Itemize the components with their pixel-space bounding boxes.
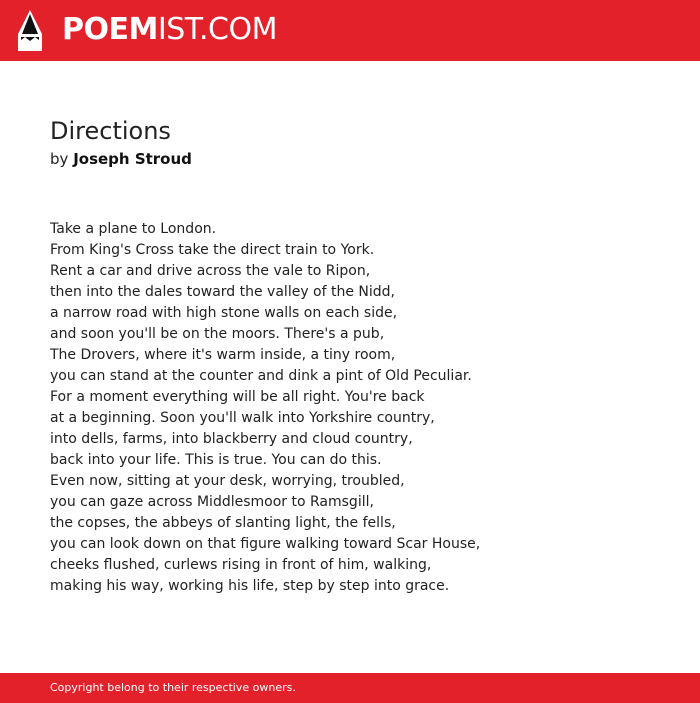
poem-line: The Drovers, where it's warm inside, a tiny room,	[50, 347, 396, 363]
copyright-notice: Copyright belong to their respective owners.	[50, 681, 296, 694]
by-label: by	[50, 150, 69, 168]
poem-line: and soon you'll be on the moors. There's a pub,	[50, 326, 385, 342]
poem-line: into dells, farms, into blackberry and cloud country,	[50, 431, 413, 447]
poem-line: Rent a car and drive across the vale to Ripon,	[50, 263, 371, 279]
poem-line: you can gaze across Middlesmoor to Ramsgill,	[50, 494, 374, 510]
poem-byline	[50, 149, 192, 169]
site-header	[0, 0, 700, 61]
poem-line: Even now, sitting at your desk, worrying, troubled,	[50, 473, 405, 489]
poem-line: Take a plane to London.	[50, 221, 217, 237]
poem-line: then into the dales toward the valley of the Nidd,	[50, 284, 396, 300]
site-footer	[0, 673, 700, 703]
poem-line: at a beginning. Soon you'll walk into Yorkshire country,	[50, 410, 435, 426]
poem-line: the copses, the abbeys of slanting light, the fells,	[50, 515, 396, 531]
logo-text-light: IST.COM	[157, 12, 277, 47]
poem-line: you can stand at the counter and dink a pint of Old Peculiar.	[50, 368, 472, 384]
site-logo[interactable]	[62, 12, 277, 48]
logo-text-strong: POEM	[62, 12, 158, 47]
poem-line: back into your life. This is true. You can do this.	[50, 452, 382, 468]
poem-line: you can look down on that figure walking toward Scar House,	[50, 536, 481, 552]
pencil-icon[interactable]	[18, 10, 42, 51]
poem-line: making his way, working his life, step by step into grace.	[50, 578, 450, 594]
poem-author: Joseph Stroud	[73, 150, 192, 168]
poem-line: a narrow road with high stone walls on each side,	[50, 305, 398, 321]
poem-body	[50, 219, 480, 597]
poem-line: From King's Cross take the direct train to York.	[50, 242, 375, 258]
poem-line: For a moment everything will be all right. You're back	[50, 389, 425, 405]
poem-line: cheeks flushed, curlews rising in front of him, walking,	[50, 557, 432, 573]
poem-title: Directions	[50, 117, 171, 145]
